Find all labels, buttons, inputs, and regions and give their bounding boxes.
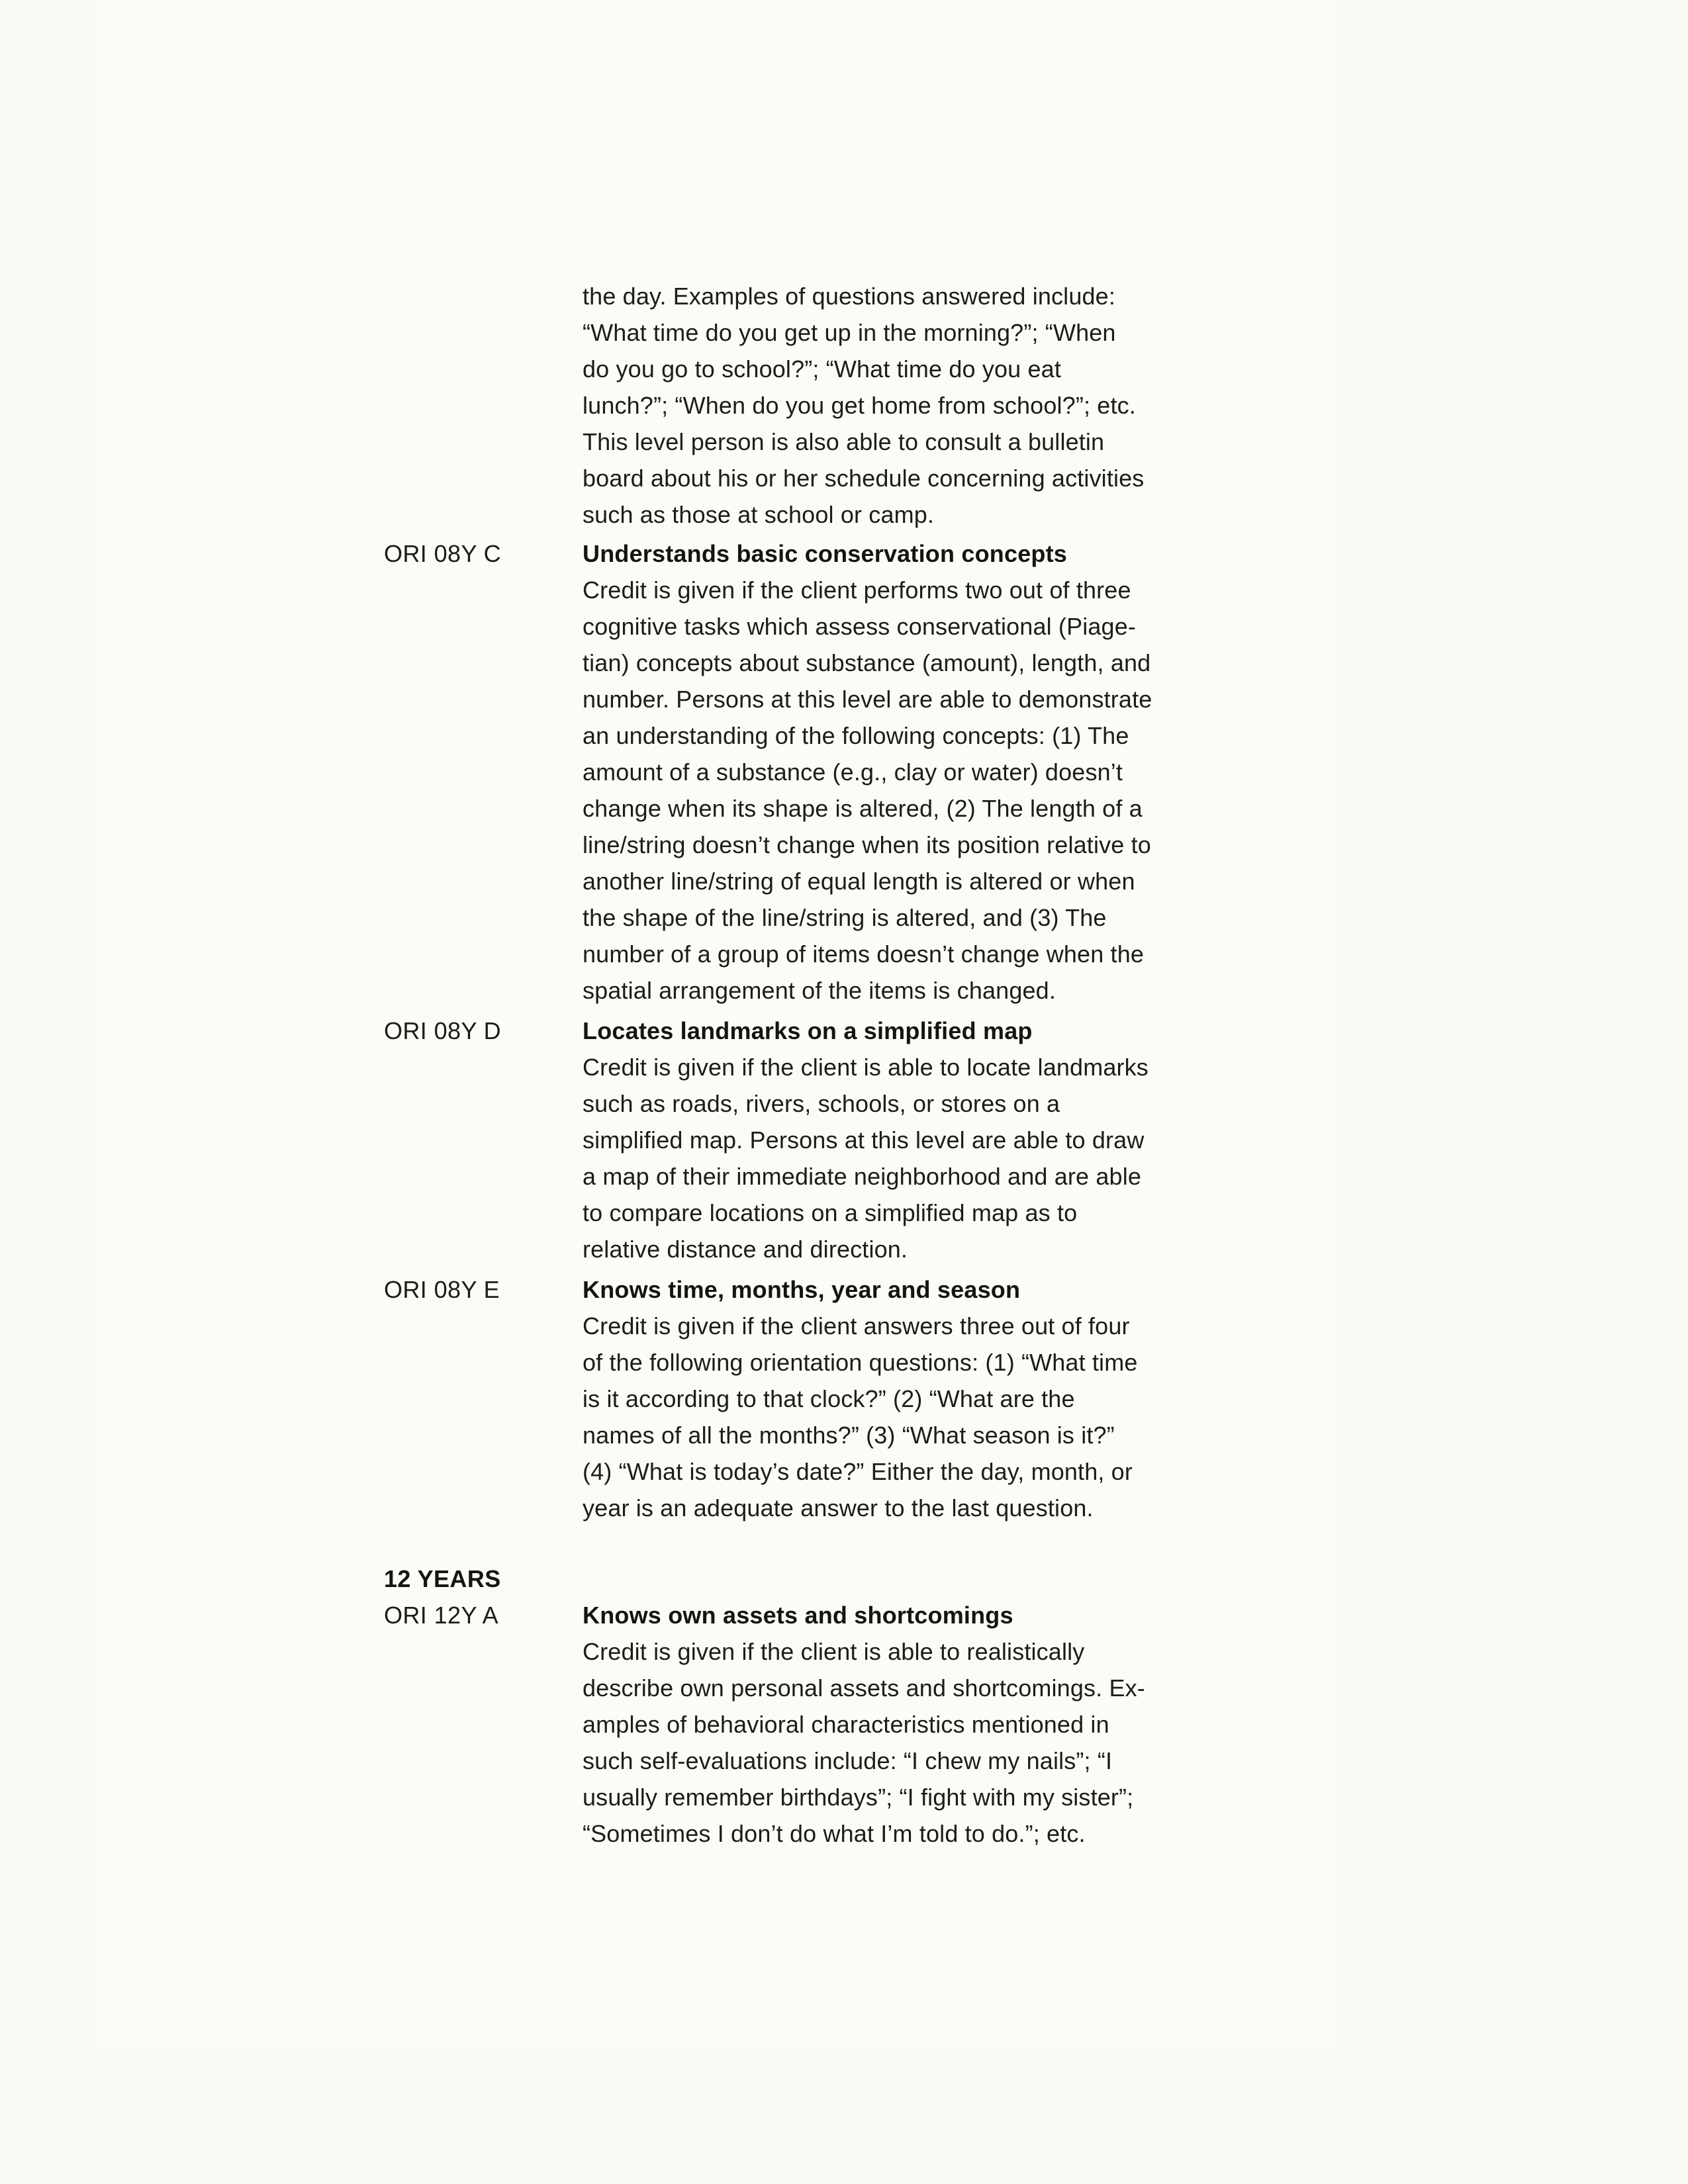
- text-line: the shape of the line/string is altered, and (3) The: [583, 904, 1107, 931]
- text-line: year is an adequate answer to the last question.: [583, 1494, 1094, 1522]
- text-line: change when its shape is altered, (2) The length of a: [583, 795, 1143, 822]
- item-entry: [384, 1271, 1417, 1526]
- item-heading: Knows time, months, year and season: [583, 1276, 1021, 1303]
- text-line: cognitive tasks which assess conservational (Piage-: [583, 613, 1137, 640]
- text-line: board about his or her schedule concerning activities: [583, 465, 1145, 492]
- text-line: This level person is also able to consult a bulletin: [583, 428, 1105, 455]
- text-line: such as roads, rivers, schools, or stores on a: [583, 1090, 1060, 1117]
- text-line: simplified map. Persons at this level are able to draw: [583, 1126, 1145, 1154]
- item-heading: Locates landmarks on a simplified map: [583, 1017, 1033, 1044]
- text-line: do you go to school?”; “What time do you eat: [583, 355, 1061, 383]
- item-description: [583, 1308, 1417, 1526]
- section-heading: 12 YEARS: [384, 1565, 501, 1592]
- text-line: is it according to that clock?” (2) “What are the: [583, 1385, 1075, 1412]
- item-entry: [384, 1013, 1417, 1267]
- text-line: “What time do you get up in the morning?”; “When: [583, 319, 1116, 346]
- text-line: an understanding of the following concepts: (1) The: [583, 722, 1129, 749]
- text-line: of the following orientation questions: (1) “What time: [583, 1349, 1138, 1376]
- text-line: number of a group of items doesn’t change when the: [583, 940, 1145, 968]
- item-code: ORI 08Y C: [384, 540, 502, 567]
- item-entry: [384, 535, 1417, 1009]
- item-description: [583, 572, 1417, 1009]
- text-line: Credit is given if the client is able to realistically: [583, 1638, 1085, 1665]
- scan-area: [99, 0, 1337, 2045]
- text-line: line/string doesn’t change when its position relative to: [583, 831, 1151, 858]
- section-spacer: [384, 1530, 1417, 1561]
- document-content: [384, 278, 1417, 1856]
- text-line: Credit is given if the client is able to locate landmarks: [583, 1054, 1149, 1081]
- text-line: such as those at school or camp.: [583, 501, 935, 528]
- text-line: spatial arrangement of the items is changed.: [583, 977, 1056, 1004]
- text-line: another line/string of equal length is altered or when: [583, 868, 1135, 895]
- item-code: ORI 08Y E: [384, 1276, 500, 1303]
- text-line: amount of a substance (e.g., clay or water) doesn’t: [583, 758, 1123, 786]
- item-heading: Knows own assets and shortcomings: [583, 1602, 1013, 1629]
- item-description: [583, 1633, 1417, 1852]
- item-code: ORI 12Y A: [384, 1602, 499, 1629]
- item-code: ORI 08Y D: [384, 1017, 502, 1044]
- text-line: (4) “What is today’s date?” Either the day, month, or: [583, 1458, 1133, 1485]
- section-12-years: [384, 1561, 1417, 1852]
- text-line: “Sometimes I don’t do what I’m told to do.”; etc.: [583, 1820, 1086, 1847]
- lead-paragraph: [583, 278, 1417, 533]
- text-line: relative distance and direction.: [583, 1236, 908, 1263]
- item-description: [583, 1049, 1417, 1267]
- text-line: names of all the months?” (3) “What season is it?”: [583, 1422, 1115, 1449]
- text-line: amples of behavioral characteristics mentioned in: [583, 1711, 1109, 1738]
- text-line: Credit is given if the client performs two out of three: [583, 576, 1131, 604]
- item-heading: Understands basic conservation concepts: [583, 540, 1068, 567]
- text-line: a map of their immediate neighborhood and are able: [583, 1163, 1142, 1190]
- text-line: lunch?”; “When do you get home from school?”; etc.: [583, 392, 1136, 419]
- text-line: tian) concepts about substance (amount), length, and: [583, 649, 1151, 676]
- text-line: the day. Examples of questions answered include:: [583, 283, 1116, 310]
- text-line: Credit is given if the client answers three out of four: [583, 1312, 1130, 1340]
- text-line: number. Persons at this level are able to demonstrate: [583, 686, 1152, 713]
- text-line: to compare locations on a simplified map as to: [583, 1199, 1078, 1226]
- text-line: describe own personal assets and shortcomings. Ex-: [583, 1674, 1145, 1702]
- text-line: such self-evaluations include: “I chew my nails”; “I: [583, 1747, 1113, 1774]
- text-line: usually remember birthdays”; “I fight with my sister”;: [583, 1784, 1134, 1811]
